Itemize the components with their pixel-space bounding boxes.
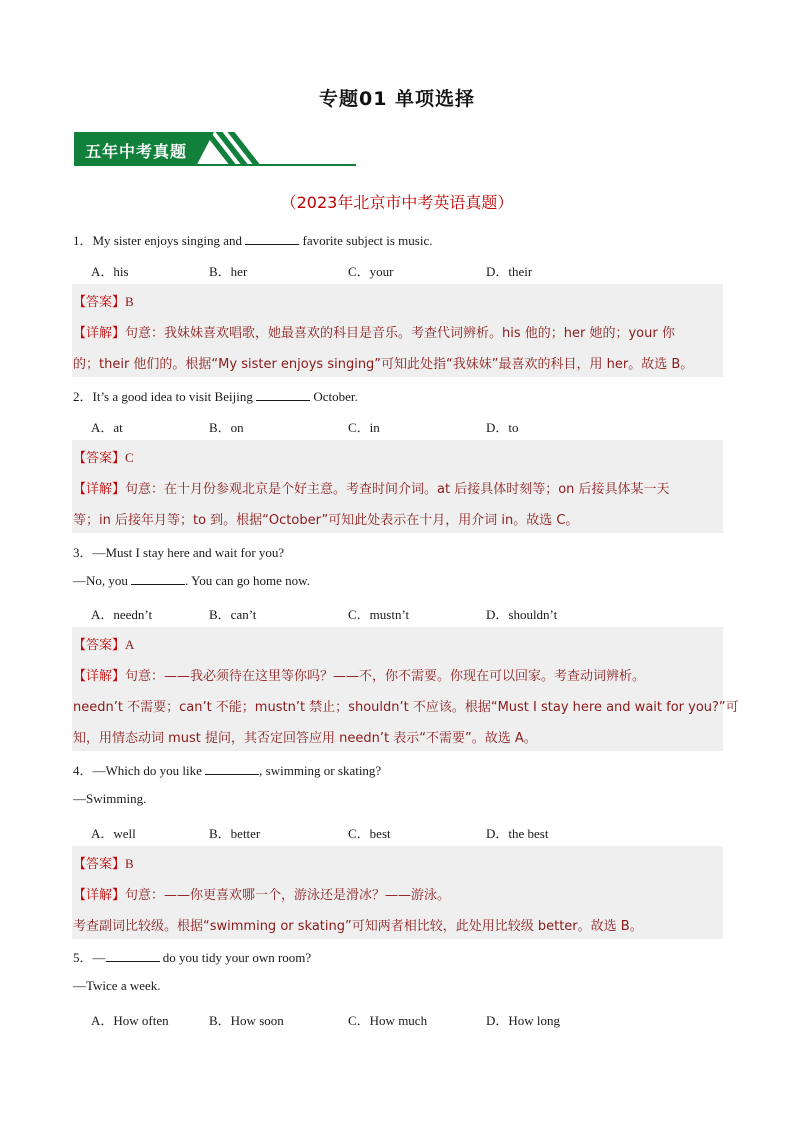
question-2-stem: 2．It’s a good idea to visit Beijing October. xyxy=(73,389,358,404)
question-1-stem: 1．My sister enjoys singing and favorite subject is music. xyxy=(73,233,433,248)
answer-blank xyxy=(205,763,259,775)
answer-blank xyxy=(256,389,310,401)
question-4-detail-line: 【详解】句意：——你更喜欢哪一个，游泳还是滑冰？——游泳。 xyxy=(73,888,451,903)
question-4-reply: —Swimming. xyxy=(73,791,147,806)
answer-blank xyxy=(245,233,299,245)
question-4-option-a: A．well xyxy=(91,826,136,841)
question-2-option-c: C．in xyxy=(348,420,380,435)
banner-underline xyxy=(74,164,356,166)
question-5-option-d: D．How long xyxy=(486,1013,561,1028)
question-4-detail-line: 考查副词比较级。根据“swimming or skating”可知两者相比较，此处用比较级 better。故选 B。 xyxy=(73,919,643,934)
question-3-option-a: A．needn’t xyxy=(91,607,153,622)
question-3-option-b: B．can’t xyxy=(209,607,257,622)
question-4-option-b: B．better xyxy=(209,826,261,841)
section-banner xyxy=(74,132,356,168)
question-5-option-a: A．How often xyxy=(91,1013,169,1028)
question-2-detail-line: 等；in 后接年月等；to 到。根据“October”可知此处表示在十月，用介词 in。故选 C。 xyxy=(73,513,579,528)
question-1-option-d: D．their xyxy=(486,264,533,279)
question-3-detail-line: needn’t 不需要；can’t 不能；mustn’t 禁止；shouldn’t 不应该。根据“Must I stay here and wait for you?”可 xyxy=(73,700,739,715)
page-title: 专题01 单项选择 xyxy=(318,88,476,110)
exam-source-subtitle: （2023年北京市中考英语真题） xyxy=(280,193,514,212)
question-1-answer: 【答案】B xyxy=(73,294,134,310)
question-1-detail-line: 的；their 他们的。根据“My sister enjoys singing”可知此处指“我妹妹”最喜欢的科目，用 her。故选 B。 xyxy=(73,357,694,372)
question-1-option-c: C．your xyxy=(348,264,394,279)
answer-blank xyxy=(106,950,160,962)
question-1-detail-line: 【详解】句意：我妹妹喜欢唱歌，她最喜欢的科目是音乐。考查代词辨析。his 他的；her 她的；your 你 xyxy=(73,326,675,341)
question-4-answer: 【答案】B xyxy=(73,856,134,872)
question-4-option-c: C．best xyxy=(348,826,391,841)
question-2-option-a: A．at xyxy=(91,420,123,435)
question-2-option-d: D．to xyxy=(486,420,519,435)
question-5-reply: —Twice a week. xyxy=(73,978,161,993)
question-5-stem: 5．— do you tidy your own room? xyxy=(73,950,312,965)
question-3-answer: 【答案】A xyxy=(73,637,135,653)
question-3-stem: 3．—Must I stay here and wait for you? xyxy=(73,545,285,560)
question-3-reply: —No, you . You can go home now. xyxy=(73,573,310,588)
question-3-option-d: D．shouldn’t xyxy=(486,607,558,622)
question-3-detail-line: 【详解】句意：——我必须待在这里等你吗？——不，你不需要。你现在可以回家。考查动词辨析。 xyxy=(73,669,646,684)
question-4-stem: 4．—Which do you like , swimming or skating? xyxy=(73,763,382,778)
question-2-option-b: B．on xyxy=(209,420,244,435)
question-3-option-c: C．mustn’t xyxy=(348,607,410,622)
question-2-detail-line: 【详解】句意：在十月份参观北京是个好主意。考查时间介词。at 后接具体时刻等；on 后接具体某一天 xyxy=(73,482,670,497)
question-3-detail-line: 知，用情态动词 must 提问，其否定回答应用 needn’t 表示“不需要”。故选 A。 xyxy=(73,731,537,746)
question-4-option-d: D．the best xyxy=(486,826,549,841)
question-5-option-b: B．How soon xyxy=(209,1013,284,1028)
question-1-option-a: A．his xyxy=(91,264,129,279)
question-1-option-b: B．her xyxy=(209,264,248,279)
answer-blank xyxy=(131,573,185,585)
banner-label: 五年中考真题 xyxy=(85,142,188,161)
question-5-option-c: C．How much xyxy=(348,1013,428,1028)
question-2-answer: 【答案】C xyxy=(73,450,134,466)
